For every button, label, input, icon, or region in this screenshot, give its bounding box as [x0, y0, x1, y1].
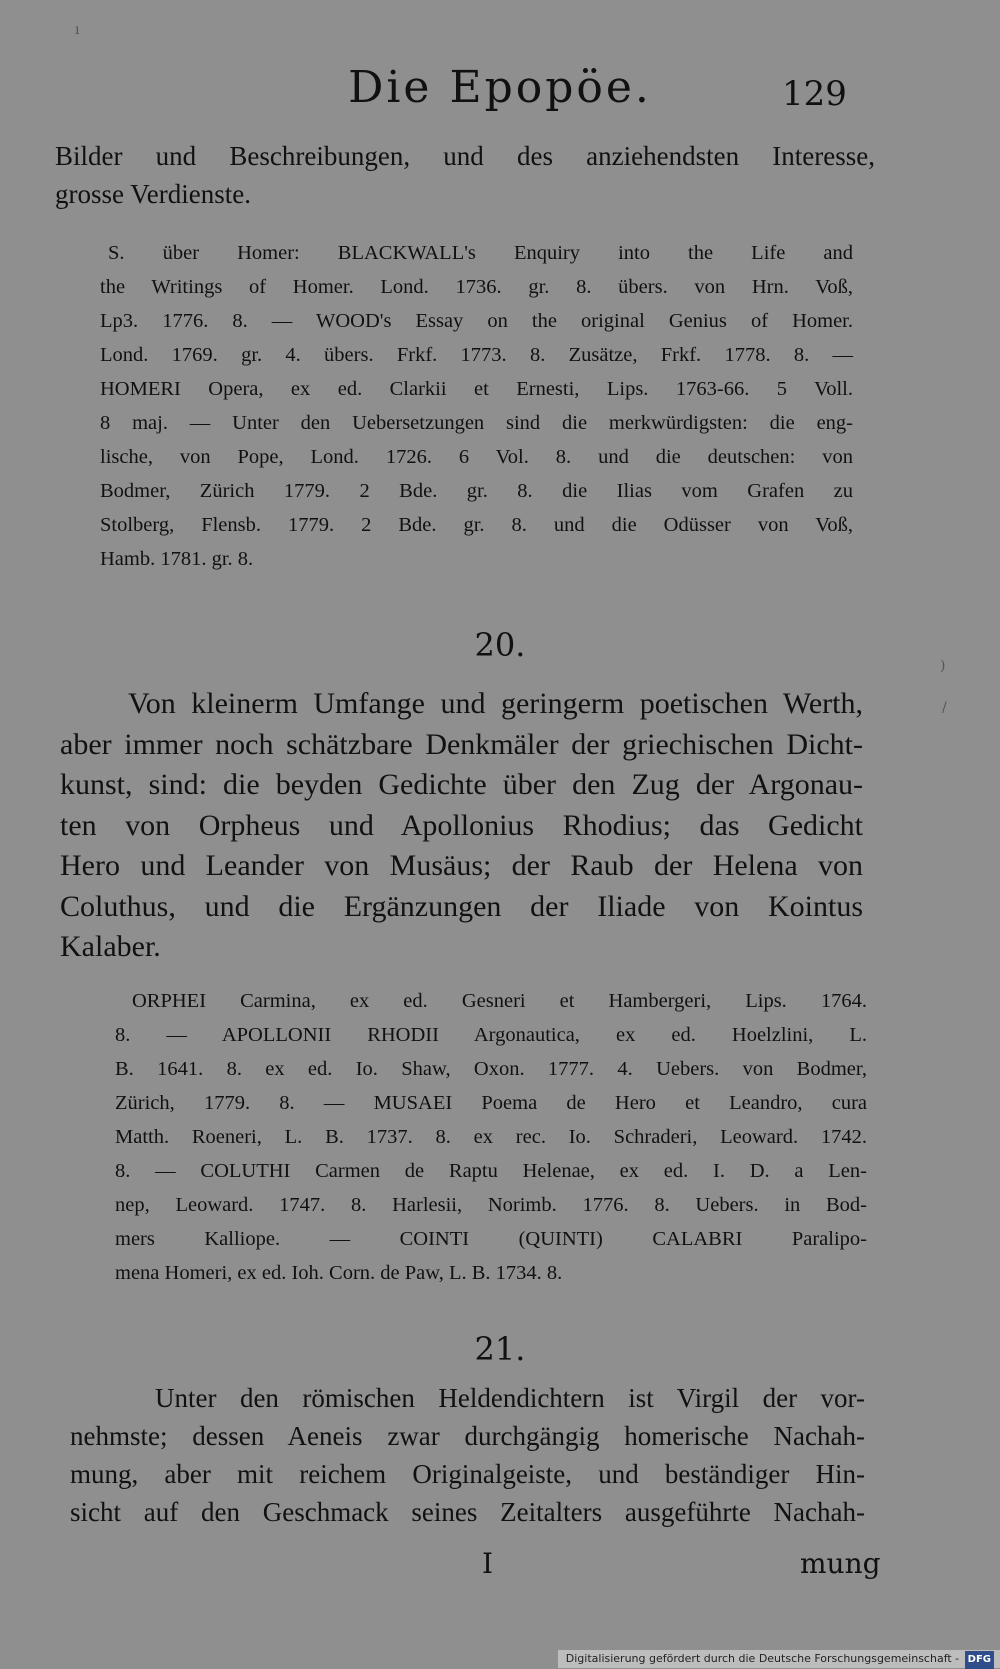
note-line: mers Kalliope. — COINTI (QUINTI) CALABRI Paralipo- — [115, 1228, 867, 1250]
note-line: 8. — APOLLONII RHODII Argonautica, ex ed. Hoelzlini, L. — [115, 1024, 867, 1046]
text-line: sicht auf den Geschmack seines Zeitalters ausgeführte Nachah- — [70, 1497, 865, 1527]
note-line: ORPHEI Carmina, ex ed. Gesneri et Hambergeri, Lips. 1764. — [132, 990, 867, 1012]
note-line: mena Homeri, ex ed. Ioh. Corn. de Paw, L. B. 1734. 8. — [115, 1262, 563, 1284]
bibliographic-note-20-first-line — [132, 984, 867, 1018]
text-line: grosse Verdienste. — [55, 179, 251, 209]
bibliographic-note-20 — [115, 1018, 867, 1290]
dfg-logo: DFG — [965, 1651, 994, 1669]
paragraph-20-first-line — [128, 684, 863, 725]
page-number: 129 — [782, 74, 847, 114]
text-line: Bilder und Beschreibungen, und des anziehendsten Interesse, — [55, 141, 875, 171]
note-line: Lp3. 1776. 8. — WOOD's Essay on the original Genius of Homer. — [100, 310, 853, 332]
text-line: Hero und Leander von Musäus; der Raub der Helena von — [60, 849, 863, 882]
signature-mark: I — [482, 1547, 494, 1580]
note-line: HOMERI Opera, ex ed. Clarkii et Ernesti, Lips. 1763-66. 5 Voll. — [100, 378, 853, 400]
running-head: Die Epopöe. — [348, 62, 652, 113]
text-line: kunst, sind: die beyden Gedichte über den Zug der Argonau- — [60, 768, 863, 801]
note-line: B. 1641. 8. ex ed. Io. Shaw, Oxon. 1777. 4. Uebers. von Bodmer, — [115, 1058, 867, 1080]
text-line: mung, aber mit reichem Originalgeiste, und beständiger Hin- — [70, 1459, 865, 1489]
text-line: Kalaber. — [60, 930, 161, 963]
text-line: Unter den römischen Heldendichtern ist Virgil der vor- — [155, 1383, 865, 1413]
paragraph-continued — [55, 137, 875, 213]
digitization-credit — [558, 1650, 1000, 1668]
note-line: Bodmer, Zürich 1779. 2 Bde. gr. 8. die Ilias vom Grafen zu — [100, 480, 853, 502]
note-line: S. über Homer: BLACKWALL's Enquiry into the Life and — [108, 242, 853, 264]
bibliographic-note-homer-body — [100, 270, 853, 576]
text-line: Von kleinerm Umfange und geringerm poetischen Werth, — [128, 687, 863, 720]
note-line: nep, Leoward. 1747. 8. Harlesii, Norimb. 1776. 8. Uebers. in Bod- — [115, 1194, 867, 1216]
note-line: 8. — COLUTHI Carmen de Raptu Helenae, ex ed. I. D. a Len- — [115, 1160, 867, 1182]
scan-mark: ) — [940, 658, 946, 674]
credit-text: Digitalisierung gefördert durch die Deutsche Forschungsgemeinschaft - — [565, 1652, 960, 1665]
note-line: the Writings of Homer. Lond. 1736. gr. 8. übers. von Hrn. Voß, — [100, 276, 853, 298]
text-line: aber immer noch schätzbare Denkmäler der griechischen Dicht- — [60, 727, 863, 761]
text-line: Coluthus, und die Ergänzungen der Iliade von Kointus — [60, 889, 863, 923]
note-line: Hamb. 1781. gr. 8. — [100, 548, 254, 570]
note-line: Matth. Roeneri, L. B. 1737. 8. ex rec. Io. Schraderi, Leoward. 1742. — [115, 1126, 867, 1148]
section-number-20: 20. — [474, 626, 526, 664]
section-number-21: 21. — [474, 1330, 526, 1368]
note-line: Stolberg, Flensb. 1779. 2 Bde. gr. 8. und die Odüsser von Voß, — [100, 514, 853, 536]
catchword: mung — [800, 1547, 881, 1580]
paragraph-21 — [70, 1417, 865, 1531]
paragraph-21-first-line — [155, 1379, 865, 1417]
note-line: 8 maj. — Unter den Uebersetzungen sind die merkwürdigsten: die eng- — [100, 412, 853, 434]
note-line: Zürich, 1779. 8. — MUSAEI Poema de Hero et Leandro, cura — [115, 1092, 867, 1114]
paragraph-20 — [60, 725, 863, 968]
note-line: lische, von Pope, Lond. 1726. 6 Vol. 8. und die deutschen: von — [100, 446, 853, 468]
scan-mark: ı — [75, 22, 80, 38]
text-line: nehmste; dessen Aeneis zwar durchgängig homerische Nachah- — [70, 1421, 865, 1451]
scan-mark: / — [942, 700, 947, 716]
note-line: Lond. 1769. gr. 4. übers. Frkf. 1773. 8. Zusätze, Frkf. 1778. 8. — — [100, 344, 853, 366]
bibliographic-note-homer — [108, 236, 853, 270]
text-line: ten von Orpheus und Apollonius Rhodius; das Gedicht — [60, 808, 863, 842]
